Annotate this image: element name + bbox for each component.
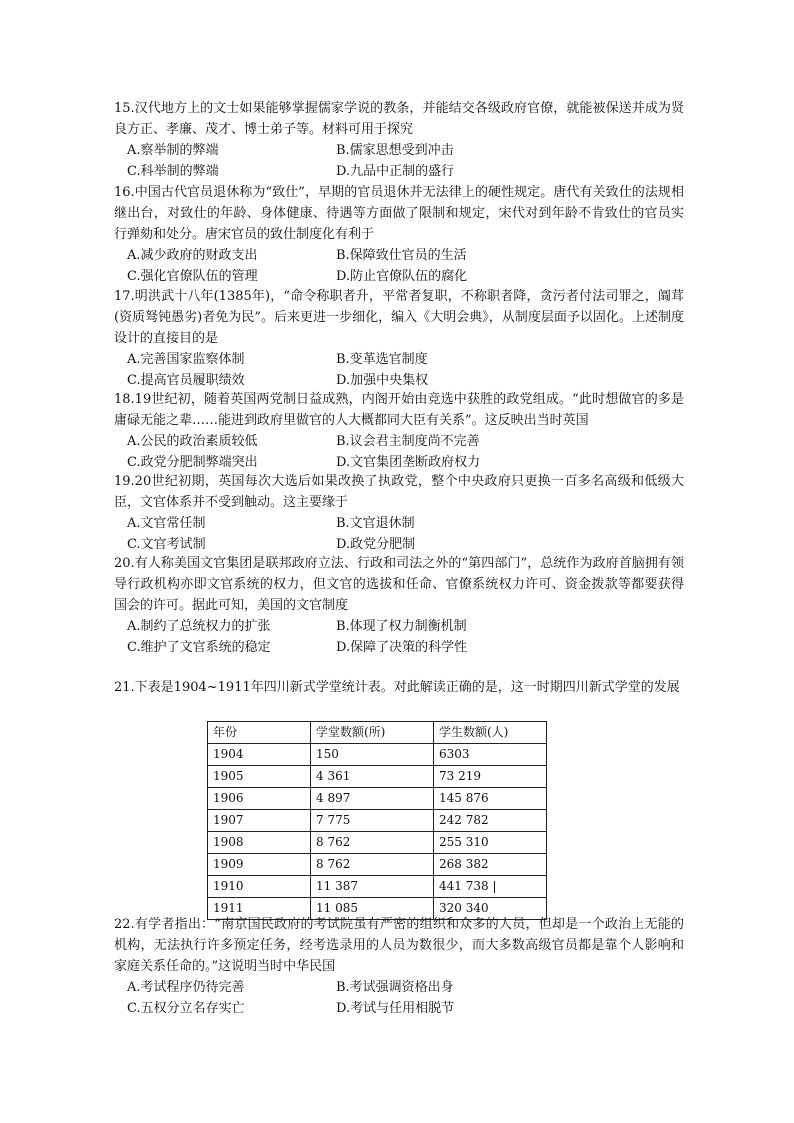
cell-students: 73 219 — [434, 766, 547, 788]
table-row — [208, 766, 547, 788]
cell-year: 1908 — [208, 832, 311, 854]
question-18 — [114, 389, 684, 473]
cell-schools: 150 — [311, 744, 434, 766]
header-cell: 学生数额(人) — [434, 722, 547, 744]
cell-year: 1905 — [208, 766, 311, 788]
options — [114, 616, 684, 658]
cell-students: 6303 — [434, 744, 547, 766]
table-row — [208, 788, 547, 810]
question-stem: 17.明洪武十八年(1385年)，“命令称职者升，平常者复职，不称职者降，贪污者付法司罪之，阘茸(资质驽钝愚劣)者免为民”。后来更进一步细化，编入《大明会典》，从制度层面予以固化。上述制度设计的直接目的是 — [114, 289, 684, 346]
option-b: B.考试强调资格出身 — [336, 980, 454, 995]
cell-students: 242 782 — [434, 810, 547, 832]
option-b: B.文官退休制 — [336, 516, 415, 531]
question-17 — [114, 286, 684, 391]
header-cell: 学堂数额(所) — [311, 722, 434, 744]
option-d: D.文官集团垄断政府权力 — [336, 455, 481, 470]
question-20 — [114, 553, 684, 658]
cell-schools: 11 387 — [311, 876, 434, 898]
option-c: C.维护了文官系统的稳定 — [127, 640, 271, 655]
cell-schools: 4 897 — [311, 788, 434, 810]
option-d: D.九品中正制的盛行 — [336, 164, 455, 179]
cell-students: 320 340 — [434, 898, 547, 920]
options — [114, 140, 684, 182]
question-stem: 21.下表是1904~1911年四川新式学堂统计表。对此解读正确的是，这一时期四川新式学堂的发展 — [114, 680, 680, 695]
cell-year: 1904 — [208, 744, 311, 766]
cell-schools: 8 762 — [311, 854, 434, 876]
table-row — [208, 854, 547, 876]
option-d: D.保障了决策的科学性 — [336, 640, 468, 655]
question-stem: 15.汉代地方上的文士如果能够掌握儒家学说的教条，并能结交各级政府官僚，就能被保送并成为贤良方正、孝廉、茂才、博士弟子等。材料可用于探究 — [114, 101, 684, 137]
option-a: A.完善国家监察体制 — [127, 352, 245, 367]
cell-students: 268 382 — [434, 854, 547, 876]
question-21 — [114, 670, 684, 706]
question-stem: 19.20世纪初期，英国每次大选后如果改换了执政党，整个中央政府只更换一百多名高级和低级大臣，文官体系并不受到触动。这主要缘于 — [114, 474, 684, 510]
question-19 — [114, 471, 684, 555]
question-22 — [114, 914, 684, 1019]
option-c: C.政党分肥制弊端突出 — [127, 455, 258, 470]
school-statistics-table — [207, 721, 547, 920]
cell-schools: 8 762 — [311, 832, 434, 854]
options — [114, 349, 684, 391]
option-d: D.加强中央集权 — [336, 373, 429, 388]
option-b: B.议会君主制度尚不完善 — [336, 434, 480, 449]
option-c: C.科举制的弊端 — [127, 164, 219, 179]
option-c: C.提高官员履职绩效 — [127, 373, 245, 388]
option-a: A.制约了总统权力的扩张 — [127, 619, 271, 634]
option-b: B.儒家思想受到冲击 — [336, 143, 454, 158]
option-b: B.保障致仕官员的生活 — [336, 248, 467, 263]
option-a: A.公民的政治素质较低 — [127, 434, 258, 449]
table-row — [208, 876, 547, 898]
cell-year: 1907 — [208, 810, 311, 832]
option-a: A.减少政府的财政支出 — [127, 248, 258, 263]
options — [114, 977, 684, 1019]
question-stem: 22.有学者指出：“南京国民政府的考试院虽有严密的组织和众多的人员，但却是一个政治上无能的机构，无法执行许多预定任务，经考选录用的人员为数很少，而大多数高级官员都是靠个人影响和家庭关系任命的。”这说明当时中华民国 — [114, 917, 684, 974]
cell-schools: 4 361 — [311, 766, 434, 788]
cell-schools: 7 775 — [311, 810, 434, 832]
header-cell: 年份 — [208, 722, 311, 744]
cell-schools: 11 085 — [311, 898, 434, 920]
option-d: D.防止官僚队伍的腐化 — [336, 269, 468, 284]
option-a: A.考试程序仍待完善 — [127, 980, 245, 995]
options — [114, 245, 684, 287]
question-stem: 16.中国古代官员退休称为“致仕”，早期的官员退休并无法律上的硬性规定。唐代有关致仕的法规相继出台，对致仕的年龄、身体健康、待遇等方面做了限制和规定，宋代对到年龄不肯致仕的官员实行弹劾和处分。唐宋官员的致仕制度化有利于 — [114, 185, 684, 242]
question-16 — [114, 182, 684, 287]
option-d: D.政党分肥制 — [336, 537, 416, 552]
cell-year: 1906 — [208, 788, 311, 810]
question-stem: 20.有人称美国文官集团是联邦政府立法、行政和司法之外的“第四部门”，总统作为政府首脑拥有领导行政机构亦即文官系统的权力，但文官的选拔和任命、官僚系统权力许可、资金拨款等都要获得国会的许可。据此可知，美国的文官制度 — [114, 556, 684, 613]
options — [114, 431, 684, 473]
table-row — [208, 810, 547, 832]
table-header-row — [208, 722, 547, 744]
option-c: C.文官考试制 — [127, 537, 206, 552]
cell-year: 1911 — [208, 898, 311, 920]
cell-students: 441 738 | — [434, 876, 547, 898]
option-c: C.五权分立名存实亡 — [127, 1001, 245, 1016]
question-stem: 18.19世纪初，随着英国两党制日益成熟，内阁开始由竞选中获胜的政党组成。“此时想做官的多是庸碌无能之辈……能进到政府里做官的人大概都同大臣有关系”。这反映出当时英国 — [114, 392, 684, 428]
cell-year: 1910 — [208, 876, 311, 898]
cell-year: 1909 — [208, 854, 311, 876]
option-d: D.考试与任用相脱节 — [336, 1001, 455, 1016]
option-b: B.体现了权力制衡机制 — [336, 619, 467, 634]
table-row — [208, 832, 547, 854]
cell-students: 145 876 — [434, 788, 547, 810]
question-15 — [114, 98, 684, 182]
option-b: B.变革选官制度 — [336, 352, 428, 367]
cell-students: 255 310 — [434, 832, 547, 854]
option-a: A.察举制的弊端 — [127, 143, 219, 158]
table-row — [208, 744, 547, 766]
option-c: C.强化官僚队伍的管理 — [127, 269, 258, 284]
option-a: A.文官常任制 — [127, 516, 206, 531]
options — [114, 513, 684, 555]
